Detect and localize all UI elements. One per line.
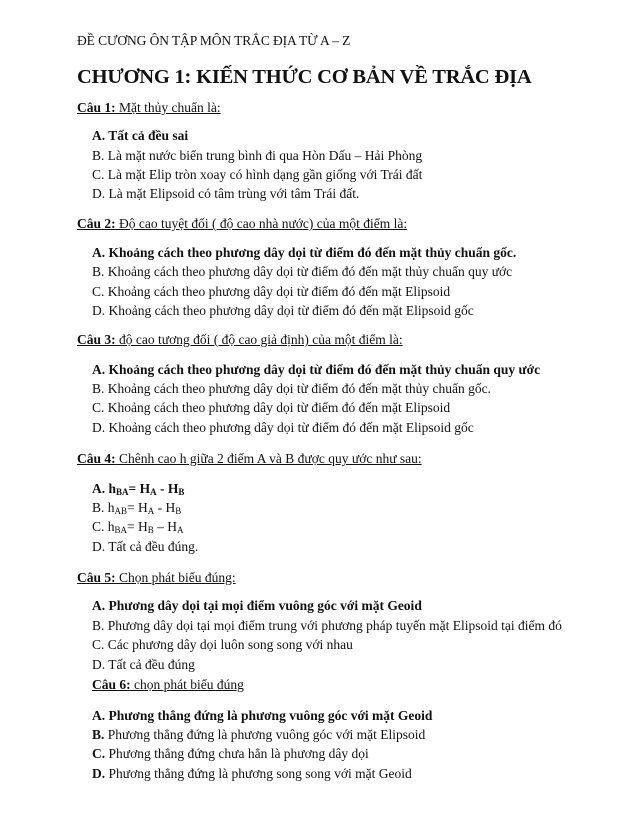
question-5-label: Câu 5: bbox=[77, 570, 116, 585]
q2-option-a bbox=[92, 245, 516, 261]
question-2-text: Độ cao tuyệt đối ( độ cao nhà nước) của một điểm là: bbox=[115, 216, 408, 231]
question-1 bbox=[77, 100, 221, 116]
question-3-label: Câu 3: bbox=[77, 332, 116, 347]
q3-option-b: B. Khoảng cách theo phương dây dọi từ điểm đó đến mặt thủy chuẩn gốc. bbox=[92, 381, 491, 396]
q6-option-c: C. Phương thẳng đứng chưa hẳn là phương dây dọi bbox=[92, 746, 369, 761]
q4-option-a: A. $h_{BA}= H_A - H_B$ bbox=[92, 481, 185, 497]
question-6-text: chọn phát biểu đúng bbox=[130, 677, 244, 692]
q2-option-c: C. Khoảng cách theo phương dây dọi từ điểm đó đến mặt Elipsoid bbox=[92, 284, 451, 299]
q5-option-b: B. Phương dây dọi tại mọi điểm trung với phương pháp tuyến mặt Elipsoid tại điểm đó bbox=[92, 618, 562, 633]
question-2-label: Câu 2: bbox=[77, 216, 116, 231]
q1-option-b: B. Là mặt nước biển trung bình đi qua Hòn Dấu – Hải Phòng bbox=[92, 148, 423, 163]
question-3 bbox=[77, 332, 403, 348]
question-4-text: Chênh cao h giữa 2 điểm A và B được quy ước như sau: bbox=[115, 451, 422, 466]
question-1-text: Mặt thủy chuẩn là: bbox=[115, 100, 221, 115]
question-4 bbox=[77, 451, 422, 467]
q5-option-d: D. Tất cả đều đúng bbox=[92, 657, 195, 672]
q4-option-d: D. Tất cả đều đúng. bbox=[92, 539, 199, 554]
q1-option-a: A. Tất cả đều sai bbox=[92, 128, 189, 143]
chapter-title: CHƯƠNG 1: KIẾN THỨC CƠ BẢN VỀ TRẮC ĐỊA bbox=[77, 66, 532, 88]
question-5-text: Chọn phát biểu đúng: bbox=[115, 570, 236, 585]
q2-option-d: D. Khoảng cách theo phương dây dọi từ điểm đó đến mặt Elipsoid gốc bbox=[92, 303, 474, 318]
q1-option-c: C. Là mặt Elip tròn xoay có hình dạng gần giống với Trái đất bbox=[92, 167, 423, 182]
q5-option-a: A. Phương dây dọi tại mọi điểm vuông góc với mặt Geoid bbox=[92, 598, 422, 613]
question-3-text: độ cao tương đối ( độ cao giả định) của một điểm là: bbox=[115, 332, 403, 347]
q3-option-a: A. Khoảng cách theo phương dây dọi từ điểm đó đến mặt thủy chuẩn quy ước bbox=[92, 362, 541, 377]
question-6-label: Câu 6: bbox=[92, 677, 131, 692]
question-4-label: Câu 4: bbox=[77, 451, 116, 466]
question-5 bbox=[77, 570, 236, 586]
q2-option-a-text: A. Khoảng cách theo phương dây dọi từ điểm đó đến mặt thủy chuẩn gốc. bbox=[92, 245, 517, 260]
question-6 bbox=[92, 677, 244, 693]
question-2 bbox=[77, 216, 407, 232]
q4-option-c: C. $h_{BA}= H_B - H_A$ bbox=[92, 519, 184, 535]
q6-option-a: A. Phương thẳng đứng là phương vuông góc với mặt Geoid bbox=[92, 708, 433, 723]
q5-option-c: C. Các phương dây dọi luôn song song với nhau bbox=[92, 637, 353, 652]
q1-option-d: D. Là mặt Elipsoid có tâm trùng với tâm Trái đất. bbox=[92, 186, 360, 201]
q6-option-b: B. Phương thẳng đứng là phương vuông góc với mặt Elipsoid bbox=[92, 727, 426, 742]
q6-option-d: D. Phương thẳng đứng là phương song song với mặt Geoid bbox=[92, 766, 412, 781]
document-header: ĐỀ CƯƠNG ÔN TẬP MÔN TRẮC ĐỊA TỪ A – Z bbox=[77, 33, 351, 48]
q3-option-d: D. Khoảng cách theo phương dây dọi từ điểm đó đến mặt Elipsoid gốc bbox=[92, 420, 474, 435]
q4-option-b: B. $h_{AB}= H_A - H_B$ bbox=[92, 500, 182, 516]
q2-option-b: B. Khoảng cách theo phương dây dọi từ điểm đó đến mặt thủy chuẩn quy ước bbox=[92, 264, 513, 279]
q3-option-c: C. Khoảng cách theo phương dây dọi từ điểm đó đến mặt Elipsoid bbox=[92, 400, 451, 415]
question-1-label: Câu 1: bbox=[77, 100, 116, 115]
